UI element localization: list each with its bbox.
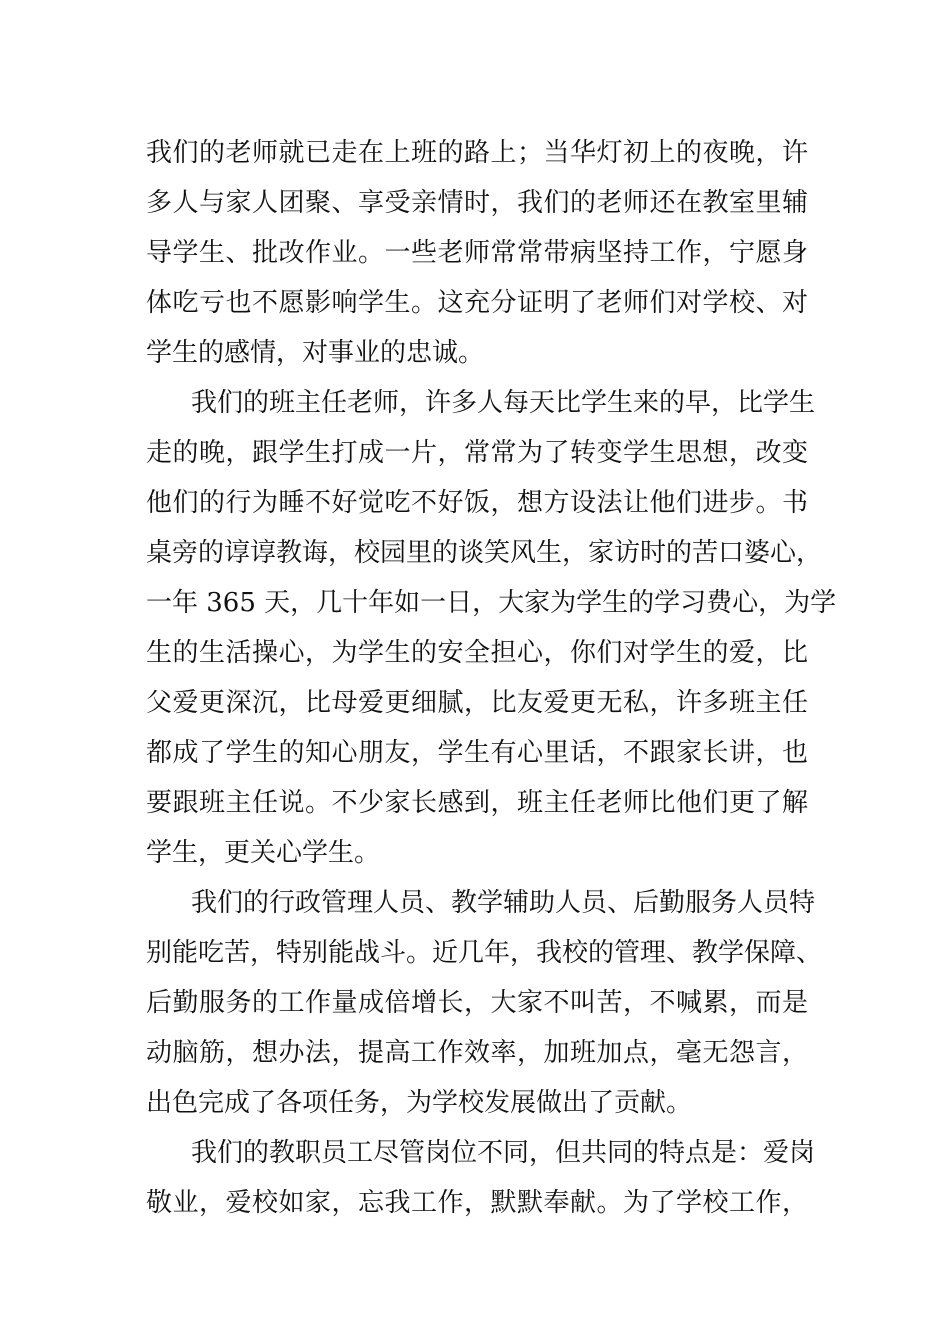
text-line: 我们的教职员工尽管岗位不同，但共同的特点是：爱岗	[191, 1138, 816, 1168]
text-line: 我们的班主任老师，许多人每天比学生来的早，比学生	[191, 388, 816, 418]
text-line: 学生，更关心学生。	[146, 838, 381, 868]
text-line: 都成了学生的知心朋友，学生有心里话，不跟家长讲，也	[146, 738, 808, 768]
text-line: 父爱更深沉，比母爱更细腻，比友爱更无私，许多班主任	[146, 688, 808, 718]
text-line: 一年 365 天，几十年如一日，大家为学生的学习费心，为学	[146, 588, 837, 618]
text-line: 后勤服务的工作量成倍增长，大家不叫苦，不喊累，而是	[146, 988, 808, 1018]
body-text	[146, 128, 837, 1228]
text-line: 他们的行为睡不好觉吃不好饭，想方设法让他们进步。书	[146, 488, 808, 518]
text-line: 导学生、批改作业。一些老师常常带病坚持工作，宁愿身	[146, 238, 808, 268]
text-line: 多人与家人团聚、享受亲情时，我们的老师还在教室里辅	[146, 188, 808, 218]
text-line: 桌旁的谆谆教诲，校园里的谈笑风生，家访时的苦口婆心，	[146, 538, 823, 568]
text-line: 学生的感情，对事业的忠诚。	[146, 338, 485, 368]
text-line: 别能吃苦，特别能战斗。近几年，我校的管理、教学保障、	[146, 938, 823, 968]
text-line: 我们的行政管理人员、教学辅助人员、后勤服务人员特	[191, 888, 816, 918]
text-line: 我们的老师就已走在上班的路上；当华灯初上的夜晚，许	[146, 138, 808, 168]
text-line: 生的生活操心，为学生的安全担心，你们对学生的爱，比	[146, 638, 808, 668]
text-line: 走的晚，跟学生打成一片，常常为了转变学生思想，改变	[146, 438, 808, 468]
text-line: 敬业，爱校如家，忘我工作，默默奉献。为了学校工作，	[146, 1188, 808, 1218]
text-line: 体吃亏也不愿影响学生。这充分证明了老师们对学校、对	[146, 288, 808, 318]
text-line: 要跟班主任说。不少家长感到，班主任老师比他们更了解	[146, 788, 808, 818]
text-line: 动脑筋，想办法，提高工作效率，加班加点，毫无怨言，	[146, 1038, 808, 1068]
text-line: 出色完成了各项任务，为学校发展做出了贡献。	[146, 1088, 693, 1118]
